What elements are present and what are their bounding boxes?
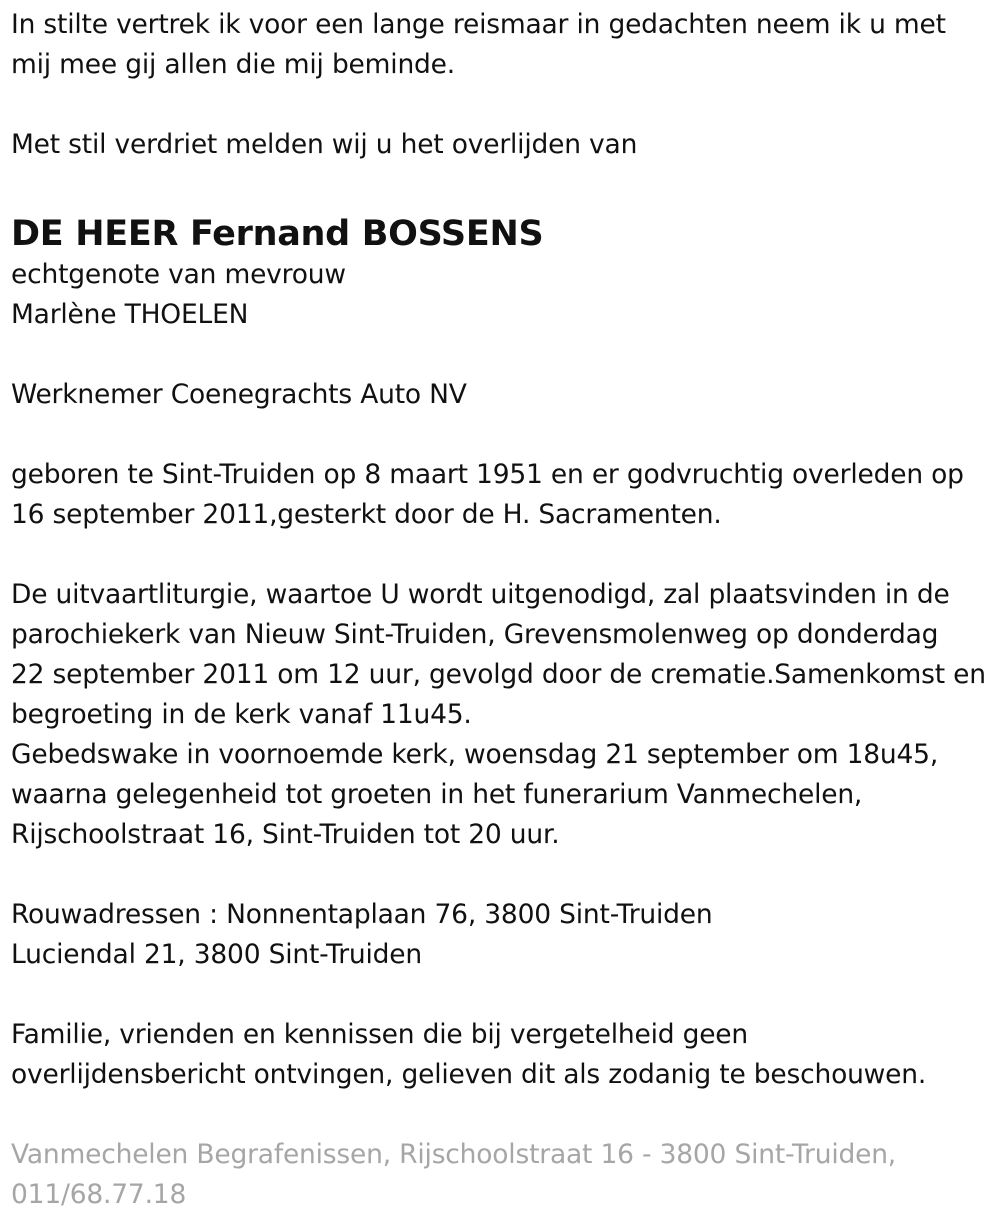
birth-death-paragraph <box>11 455 1000 535</box>
spouse-name: Marlène THOELEN <box>11 299 249 330</box>
spacer <box>11 1095 1000 1135</box>
address-line: Luciendal 21, 3800 Sint-Truiden <box>11 939 422 970</box>
intro-line: In stilte vertrek ik voor een lange reismaar in gedachten neem ik u met <box>11 9 946 40</box>
deceased-block <box>11 213 1000 335</box>
ceremony-paragraph <box>11 575 1000 855</box>
paragraph-line: 16 september 2011,gesterkt door de H. Sacramenten. <box>11 499 722 530</box>
spacer <box>11 535 1000 575</box>
paragraph-line: Rijschoolstraat 16, Sint-Truiden tot 20 uur. <box>11 819 560 850</box>
paragraph-line: De uitvaartliturgie, waartoe U wordt uitgenodigd, zal plaatsvinden in de <box>11 579 950 610</box>
spacer <box>11 335 1000 375</box>
paragraph-line: 22 september 2011 om 12 uur, gevolgd door de crematie.Samenkomst en <box>11 659 986 690</box>
spacer <box>11 165 1000 205</box>
paragraph-line: geboren te Sint-Truiden op 8 maart 1951 en er godvruchtig overleden op <box>11 459 964 490</box>
employment-text: Werknemer Coenegrachts Auto NV <box>11 379 467 410</box>
footer-phone: 011/68.77.18 <box>11 1179 187 1210</box>
funeral-home-footer <box>11 1135 1000 1215</box>
closing-paragraph <box>11 1015 1000 1095</box>
paragraph-line: overlijdensbericht ontvingen, gelieven dit als zodanig te beschouwen. <box>11 1059 927 1090</box>
mourning-addresses <box>11 895 1000 975</box>
footer-line: Vanmechelen Begrafenissen, Rijschoolstraat 16 - 3800 Sint-Truiden, <box>11 1139 897 1170</box>
paragraph-line: begroeting in de kerk vanaf 11u45. <box>11 699 472 730</box>
paragraph-line: Familie, vrienden en kennissen die bij vergetelheid geen <box>11 1019 749 1050</box>
paragraph-line: Gebedswake in voornoemde kerk, woensdag 21 september om 18u45, <box>11 739 939 770</box>
address-line: Rouwadressen : Nonnentaplaan 76, 3800 Sint-Truiden <box>11 899 713 930</box>
spacer <box>11 855 1000 895</box>
paragraph-line: parochiekerk van Nieuw Sint-Truiden, Grevensmolenweg op donderdag <box>11 619 939 650</box>
spacer <box>11 415 1000 455</box>
deceased-name: DE HEER Fernand BOSSENS <box>11 214 544 254</box>
spacer <box>11 85 1000 125</box>
spacer <box>11 975 1000 1015</box>
spouse-line: echtgenote van mevrouw <box>11 259 346 290</box>
paragraph-line: waarna gelegenheid tot groeten in het funerarium Vanmechelen, <box>11 779 863 810</box>
announcement-text: Met stil verdriet melden wij u het overlijden van <box>11 129 638 160</box>
intro-line: mij mee gij allen die mij beminde. <box>11 49 455 80</box>
intro-quote <box>11 5 1000 85</box>
